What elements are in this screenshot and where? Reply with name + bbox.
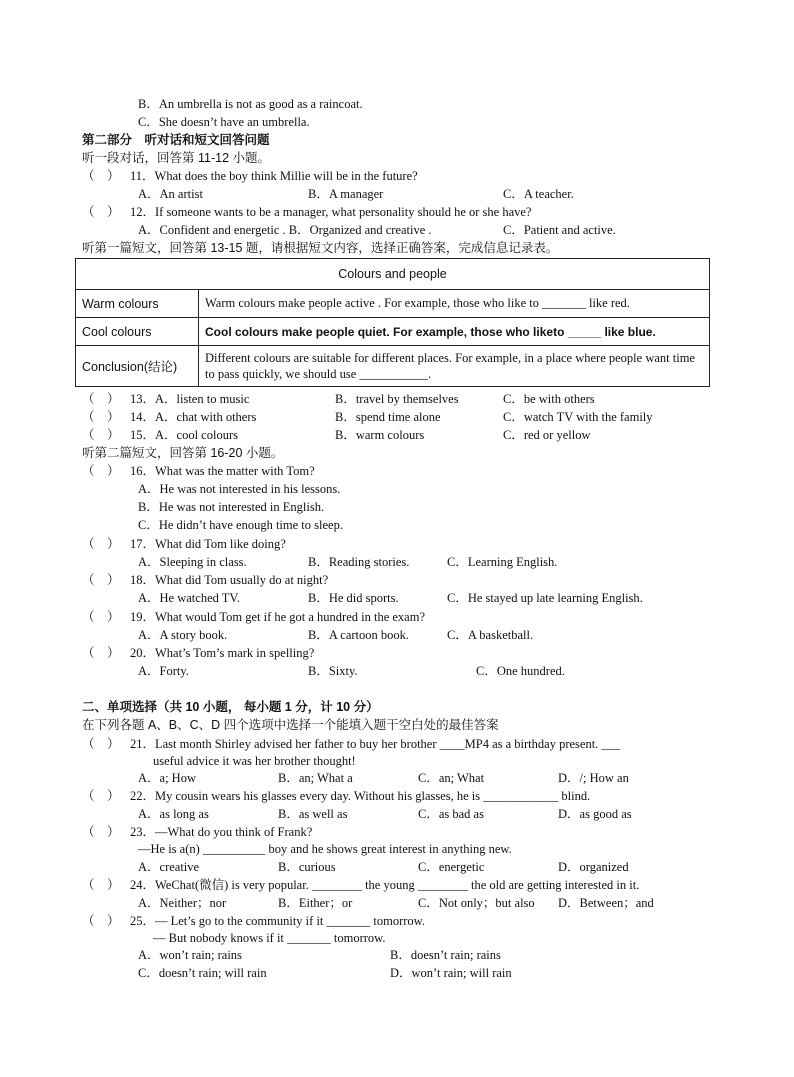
q13-option-b: B．travel by themselves (335, 392, 459, 406)
q20-option-c: C．One hundred. (476, 664, 565, 678)
colours-info-table (75, 258, 710, 387)
q15-option-b: B．warm colours (335, 428, 425, 442)
q16-option-b: B．He was not interested in English. (138, 500, 325, 514)
q20-stem: 20．What’s Tom’s mark in spelling? (130, 646, 315, 660)
q20-option-b: B．Sixty. (308, 664, 358, 678)
q24-option-b: B．Either；or (278, 896, 353, 910)
q13-option-c: C．be with others (503, 392, 595, 406)
q25-option-d: D．won’t rain; will rain (390, 966, 512, 980)
passage2-instruction: 听第二篇短文，回答第 16-20 小题。 (82, 446, 284, 460)
q21-option-b: B．an; What a (278, 771, 353, 785)
q15-option-c: C．red or yellow (503, 428, 591, 442)
table-row-value: Cool colours make people quiet. For example, those who liketo _____ like blue. (199, 318, 710, 346)
table-row-key: Warm colours (76, 290, 199, 318)
q19-option-b: B．A cartoon book. (308, 628, 410, 642)
q19-option-c: C．A basketball. (447, 628, 534, 642)
q18-option-a: A．He watched TV. (138, 591, 240, 605)
q23-option-a: A．creative (138, 860, 200, 874)
q12-stem: 12．If someone wants to be a manager, what personality should he or she have? (130, 205, 532, 219)
q14-answer-blank[interactable]: （ ） (82, 410, 120, 424)
q14-option-c: C．watch TV with the family (503, 410, 653, 424)
q25-answer-blank[interactable]: （ ） (82, 914, 120, 928)
q22-option-b: B．as well as (278, 807, 348, 821)
q22-option-c: C．as bad as (418, 807, 484, 821)
q16-answer-blank[interactable]: （ ） (82, 464, 120, 478)
q14-option-b: B．spend time alone (335, 410, 441, 424)
q22-option-d: D．as good as (558, 807, 632, 821)
q18-option-c: C．He stayed up late learning English. (447, 591, 643, 605)
q13-option-a: 13．A．listen to music (130, 392, 250, 406)
q20-answer-blank[interactable]: （ ） (82, 646, 120, 660)
table-row-value: Warm colours make people active . For example, those who like to _______ like red. (199, 290, 710, 318)
table-row-key: Cool colours (76, 318, 199, 346)
q16-option-a: A．He was not interested in his lessons. (138, 482, 341, 496)
table-row-value: Different colours are suitable for different places. For example, in a place where people want time to pass quickly, we should use ___________. (199, 346, 710, 387)
q18-answer-blank[interactable]: （ ） (82, 573, 120, 587)
q18-stem: 18．What did Tom usually do at night? (130, 573, 329, 587)
q19-answer-blank[interactable]: （ ） (82, 610, 120, 624)
q21-answer-blank[interactable]: （ ） (82, 737, 120, 751)
table-row-key: Conclusion(结论) (76, 346, 199, 387)
q12-option-ab: A．Confident and energetic . B．Organized and creative . (138, 223, 432, 237)
q19-option-a: A．A story book. (138, 628, 228, 642)
q21-option-c: C．an; What (418, 771, 485, 785)
q17-stem: 17．What did Tom like doing? (130, 537, 286, 551)
q16-stem: 16．What was the matter with Tom? (130, 464, 315, 478)
q22-answer-blank[interactable]: （ ） (82, 789, 120, 803)
q11-answer-blank[interactable]: （ ） (82, 169, 120, 183)
q11-option-b: B．A manager (308, 187, 384, 201)
dialog-instruction: 听一段对话，回答第 11-12 小题。 (82, 151, 270, 165)
q11-stem: 11．What does the boy think Millie will be in the future? (130, 169, 418, 183)
q17-option-c: C．Learning English. (447, 555, 558, 569)
table-title: Colours and people (76, 259, 710, 290)
q23-option-b: B．curious (278, 860, 336, 874)
section2-heading: 二、单项选择（共 10 小题， 每小题 1 分，计 10 分） (82, 700, 379, 714)
q12-option-c: C．Patient and active. (503, 223, 616, 237)
q11-option-c: C．A teacher. (503, 187, 574, 201)
q10-option-b: B．An umbrella is not as good as a raincoat. (138, 97, 363, 111)
q21-stem-line1: 21．Last month Shirley advised her father to buy her brother ____MP4 as a birthday present. ___ (130, 737, 621, 751)
q23-answer-blank[interactable]: （ ） (82, 825, 120, 839)
q24-option-d: D．Between；and (558, 896, 654, 910)
q25-stem-line1: 25．— Let’s go to the community if it _______ tomorrow. (130, 914, 425, 928)
q13-answer-blank[interactable]: （ ） (82, 392, 120, 406)
q22-option-a: A．as long as (138, 807, 209, 821)
part2-heading: 第二部分 听对话和短文回答问题 (82, 133, 270, 147)
section2-instruction: 在下列各题 A、B、C、D 四个选项中选择一个能填入题干空白处的最佳答案 (82, 718, 499, 732)
q23-option-d: D．organized (558, 860, 629, 874)
q20-option-a: A．Forty. (138, 664, 189, 678)
q11-option-a: A．An artist (138, 187, 203, 201)
q24-answer-blank[interactable]: （ ） (82, 878, 120, 892)
q10-option-c: C．She doesn’t have an umbrella. (138, 115, 310, 129)
q25-stem-line2: — But nobody knows if it _______ tomorrow. (153, 931, 386, 945)
q23-stem-line1: 23．—What do you think of Frank? (130, 825, 313, 839)
q16-option-c: C．He didn’t have enough time to sleep. (138, 518, 343, 532)
q17-answer-blank[interactable]: （ ） (82, 537, 120, 551)
q21-option-a: A．a; How (138, 771, 196, 785)
q25-option-b: B．doesn’t rain; rains (390, 948, 501, 962)
q15-option-a: 15．A．cool colours (130, 428, 238, 442)
q15-answer-blank[interactable]: （ ） (82, 428, 120, 442)
q24-stem: 24．WeChat(微信) is very popular. ________ the young ________ the old are getting interested in it. (130, 878, 640, 892)
q22-stem: 22．My cousin wears his glasses every day. Without his glasses, he is ____________ blind. (130, 789, 591, 803)
q19-stem: 19．What would Tom get if he got a hundred in the exam? (130, 610, 426, 624)
q21-stem-line2: useful advice it was her brother thought! (153, 754, 356, 768)
q25-option-c: C．doesn’t rain; will rain (138, 966, 267, 980)
q14-option-a: 14．A．chat with others (130, 410, 257, 424)
passage1-instruction: 听第一篇短文，回答第 13-15 题，请根据短文内容，选择正确答案，完成信息记录表。 (82, 241, 559, 255)
q21-option-d: D．/; How an (558, 771, 629, 785)
q25-option-a: A．won’t rain; rains (138, 948, 242, 962)
q12-answer-blank[interactable]: （ ） (82, 205, 120, 219)
q17-option-b: B．Reading stories. (308, 555, 410, 569)
q17-option-a: A．Sleeping in class. (138, 555, 247, 569)
q23-option-c: C．energetic (418, 860, 485, 874)
q24-option-a: A．Neither；nor (138, 896, 227, 910)
q23-stem-line2: —He is a(n) __________ boy and he shows great interest in anything new. (138, 842, 512, 856)
q18-option-b: B．He did sports. (308, 591, 399, 605)
q24-option-c: C．Not only；but also (418, 896, 535, 910)
